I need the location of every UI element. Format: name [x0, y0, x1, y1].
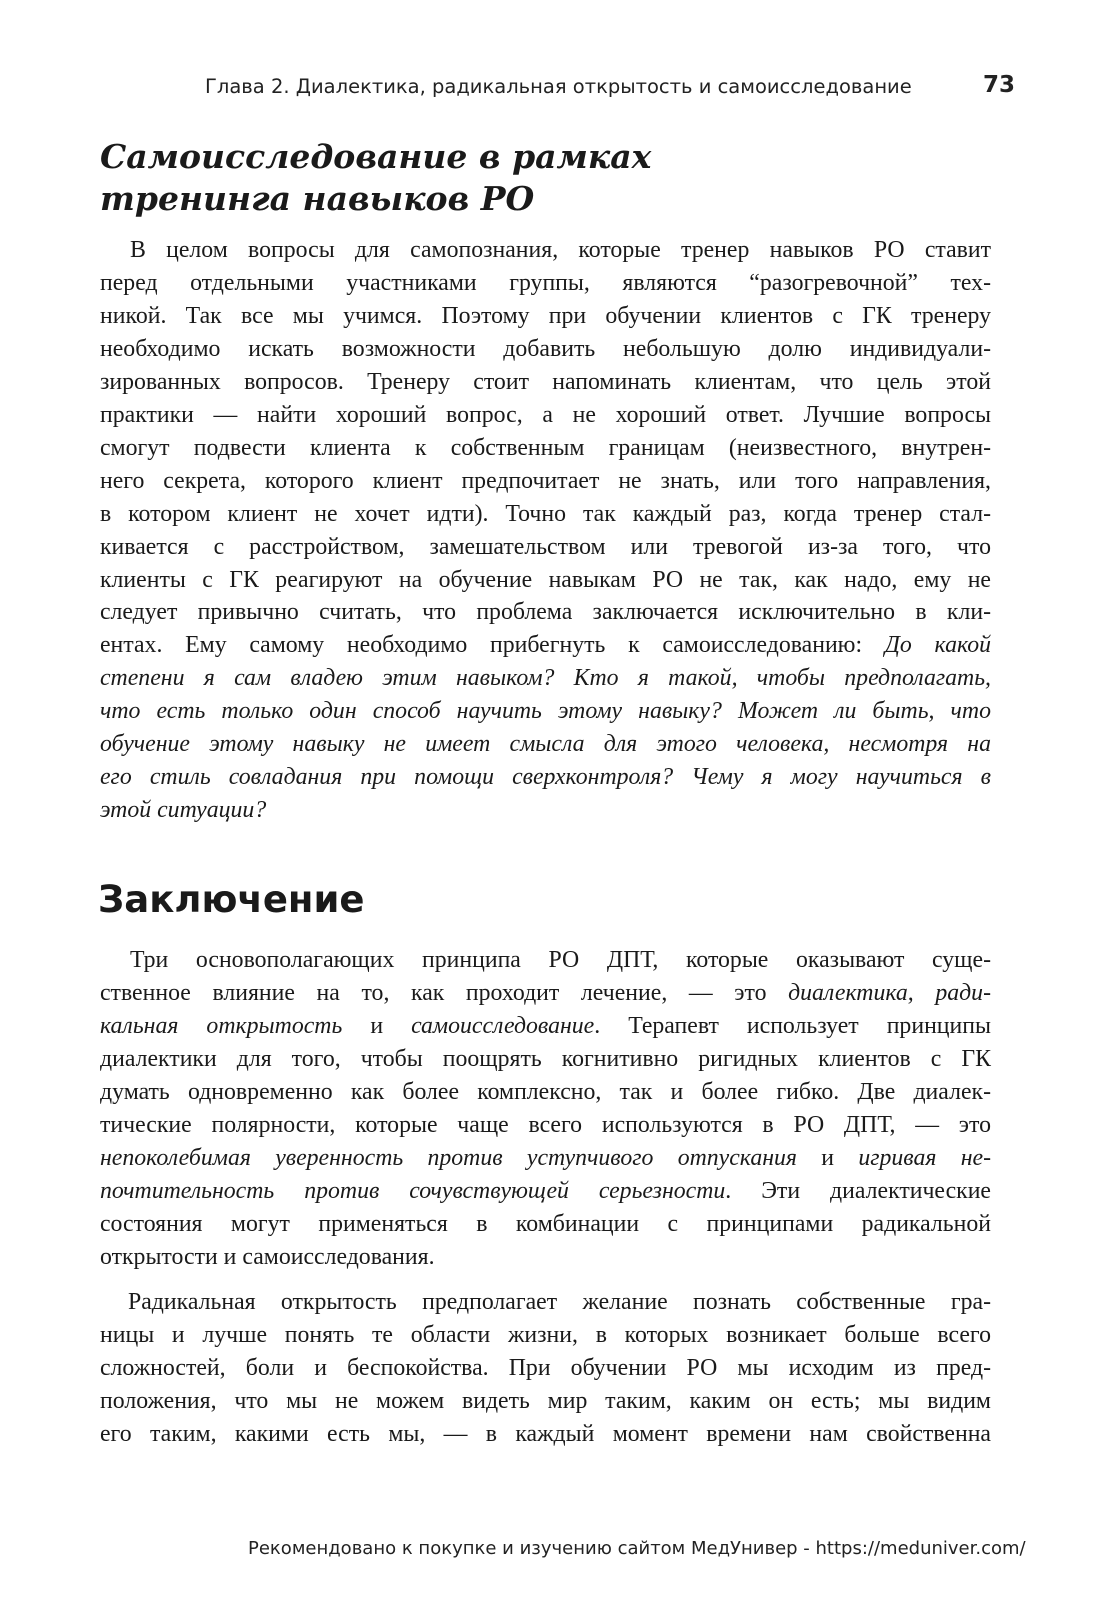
text-line: никой. Так все мы учимся. Поэтому при обучении клиентов с ГК тренеру	[100, 302, 991, 329]
text-line	[100, 662, 991, 695]
text-line: в котором клиент не хочет идти). Точно так каждый раз, когда тренер стал-	[100, 500, 991, 527]
footer-recommendation: Рекомендовано к покупке и изучению сайтом МедУнивер - https://meduniver.com/	[248, 1538, 1026, 1559]
text-line	[100, 728, 991, 761]
text-line: открытости и самоисследования.	[100, 1243, 435, 1270]
text-line: клиенты с ГК реагируют на обучение навыкам РО не так, как надо, ему не	[100, 566, 991, 593]
text-line: зированных вопросов. Тренеру стоит напоминать клиентам, что цель этой	[100, 368, 991, 395]
running-head	[205, 72, 1015, 106]
text-run: ентах. Ему самому необходимо прибегнуть к самоисследованию:	[100, 632, 885, 659]
section-heading-line: Самоисследование в рамках	[100, 137, 652, 176]
paragraph-self-inquiry	[100, 234, 991, 827]
text-line: состояния могут применяться в комбинации с принципами радикальной	[100, 1210, 991, 1237]
paragraph-conclusion-1	[100, 944, 991, 1274]
text-line	[100, 695, 991, 728]
italic-run: самоисследование	[411, 1012, 595, 1039]
text-run: . Терапевт использует принципы	[594, 1012, 991, 1039]
text-line: положения, что мы не можем видеть мир таким, каким он есть; мы видим	[100, 1387, 991, 1414]
italic-run: что есть только один способ научить этому навыку? Может ли быть, что	[100, 698, 991, 725]
text-line: Радикальная открытость предполагает желание познать собственные гра-	[128, 1289, 991, 1315]
text-line	[100, 629, 991, 662]
text-line	[100, 761, 991, 794]
text-line: Три основополагающих принципа РО ДПТ, которые оказывают суще-	[130, 947, 991, 973]
italic-run: обучение этому навыку не имеет смысла для этого человека, несмотря на	[100, 731, 991, 758]
paragraph-conclusion-2	[100, 1286, 991, 1451]
text-run: ственное влияние на то, как проходит лечение, — это	[100, 979, 789, 1006]
italic-run: степени я сам владею этим навыком? Кто я такой, чтобы предполагать,	[100, 665, 991, 692]
text-line	[100, 1142, 991, 1175]
text-line: ницы и лучше понять те области жизни, в которых возникает больше всего	[100, 1321, 991, 1348]
text-line	[100, 794, 991, 827]
section-heading-line: тренинга навыков РО	[100, 179, 535, 218]
text-line	[100, 1010, 991, 1043]
italic-run: До какой	[884, 632, 992, 659]
running-title: Глава 2. Диалектика, радикальная открытость и самоисследование	[205, 75, 912, 98]
text-line: сложностей, боли и беспокойства. При обучении РО мы исходим из пред-	[100, 1354, 991, 1381]
text-line	[100, 1175, 991, 1208]
text-line: кивается с расстройством, замешательством или тревогой из-за того, что	[100, 533, 991, 560]
italic-run: кальная открытость	[100, 1012, 343, 1039]
text-line: практики — найти хороший вопрос, а не хороший ответ. Лучшие вопросы	[100, 401, 991, 428]
text-line: думать одновременно как более комплексно, так и более гибко. Две диалек-	[100, 1078, 991, 1105]
italic-run: его стиль совладания при помощи сверхконтроля? Чему я могу научиться в	[100, 764, 991, 791]
text-line: диалектики для того, чтобы поощрять когнитивно ригидных клиентов с ГК	[100, 1045, 991, 1072]
page-number: 73	[982, 72, 1015, 98]
text-run: . Эти диалектические	[725, 1177, 991, 1204]
text-line	[100, 977, 991, 1010]
text-line: следует привычно считать, что проблема заключается исключительно в кли-	[100, 599, 991, 626]
italic-run: диалектика, ради-	[788, 979, 991, 1006]
text-run: и	[797, 1144, 859, 1171]
italic-run: этой ситуации?	[100, 797, 267, 824]
section-heading-conclusion: Заключение	[98, 878, 365, 921]
text-line: тические полярности, которые чаще всего используются в РО ДПТ, — это	[100, 1111, 991, 1138]
text-line: смогут подвести клиента к собственным границам (неизвестного, внутрен-	[100, 434, 991, 461]
text-line: перед отдельными участниками группы, являются “разогревочной” тех-	[100, 269, 991, 296]
italic-run: непоколебимая уверенность против уступчивого отпускания	[100, 1144, 797, 1171]
text-line: него секрета, которого клиент предпочитает не знать, или того направления,	[100, 467, 991, 494]
text-line: его таким, какими есть мы, — в каждый момент времени нам свойственна	[100, 1420, 991, 1447]
section-heading-self-inquiry	[100, 136, 900, 220]
text-run: и	[342, 1012, 412, 1039]
text-line: В целом вопросы для самопознания, которые тренер навыков РО ставит	[130, 237, 991, 263]
italic-run: почтительность против сочувствующей серьезности	[100, 1177, 726, 1204]
italic-run: игривая не-	[858, 1144, 991, 1171]
text-line: необходимо искать возможности добавить небольшую долю индивидуали-	[100, 335, 991, 362]
